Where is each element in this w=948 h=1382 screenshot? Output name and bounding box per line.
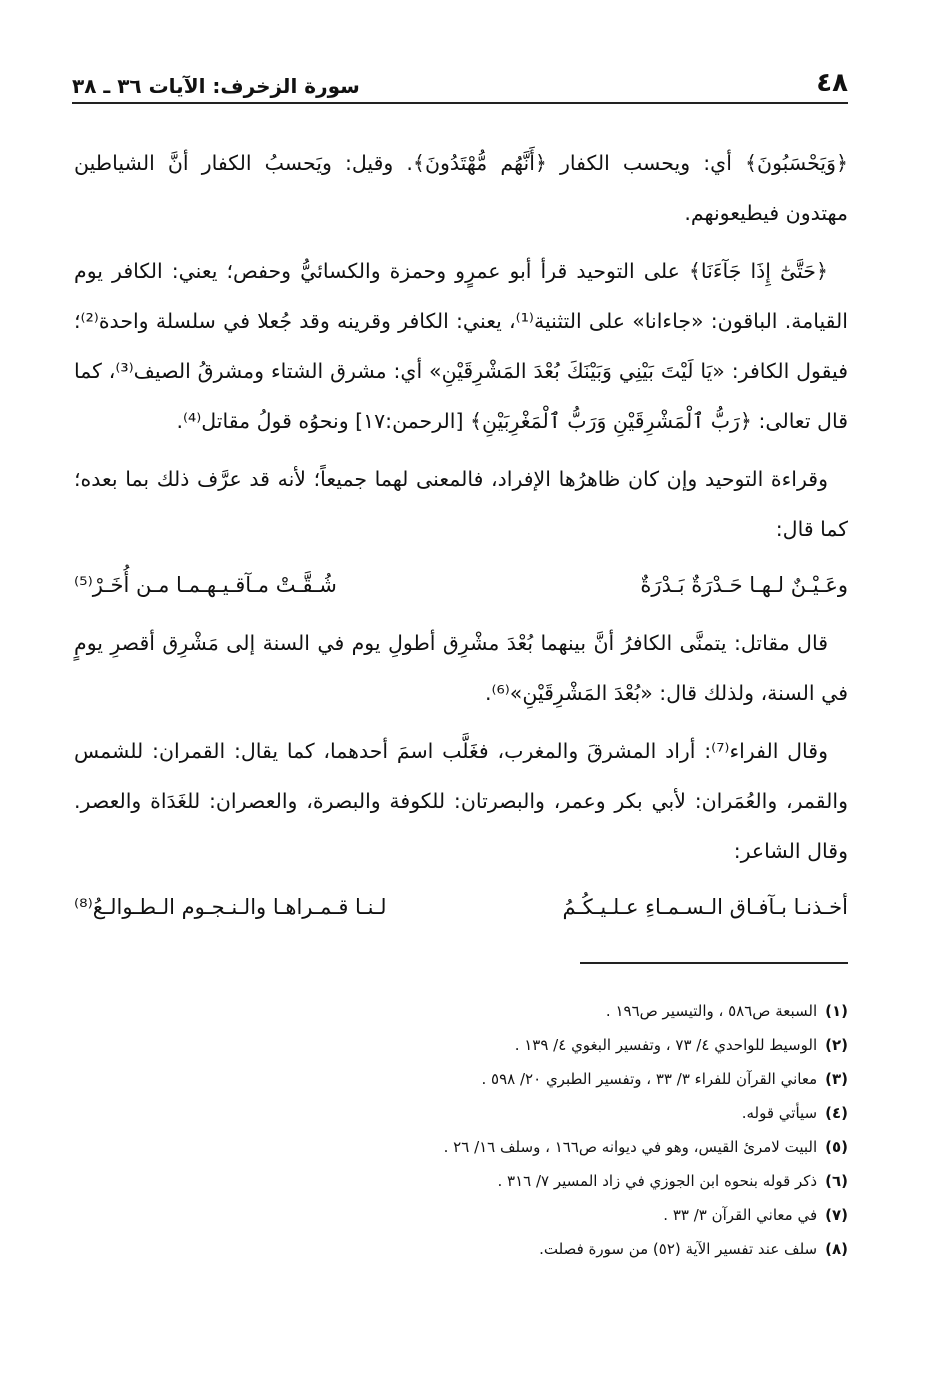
footnote-text: سيأتي قوله. bbox=[741, 1104, 818, 1122]
page-number: ٤٨ bbox=[816, 68, 848, 98]
footnote-text: سلف عند تفسير الآية (٥٢) من سورة فصلت. bbox=[539, 1240, 818, 1258]
verse-1-first-hemistich: وعَـيْـنٌ لـهـا حَـدْرَةٌ بَـدْرَةٌ bbox=[640, 573, 848, 597]
footnote-text: في معاني القرآن ٣/ ٣٣ . bbox=[663, 1206, 818, 1224]
footnote-number: (٤) bbox=[825, 1104, 848, 1122]
footnote-item bbox=[74, 1130, 848, 1164]
footnote-text: البيت لامرئ القيس، وهو في ديوانه ص١٦٦ ، وسلف ١٦/ ٢٦ . bbox=[443, 1138, 818, 1156]
surah-title: سورة الزخرف: الآيات ٣٦ ـ ٣٨ bbox=[72, 74, 360, 98]
footnote-item bbox=[74, 994, 848, 1028]
footnote-number: (٥) bbox=[825, 1138, 848, 1156]
running-header bbox=[72, 62, 848, 104]
paragraph-5: وقال الفراء⁽⁷⁾: أراد المشرقَ والمغرب، فغَلَّب اسمَ أحدهما، كما يقال: القمران: للشمس والقمر، والعُمَران: لأبي بكر وعمر، والبصرتان: للكوفة والبصرة، والعصران: للغَدَاة والعصر. وقال الشاعر: bbox=[74, 739, 848, 863]
footnote-text: السبعة ص٥٨٦ ، والتيسير ص١٩٦ . bbox=[605, 1002, 818, 1020]
footnote-number: (١) bbox=[825, 1002, 848, 1020]
footnote-number: (٦) bbox=[825, 1172, 848, 1190]
paragraph-3: وقراءة التوحيد وإن كان ظاهرُها الإفراد، فالمعنى لهما جميعاً؛ لأنه قد عرَّف ذلك بما بعده؛ كما قال: bbox=[74, 467, 848, 541]
footnote-text: معاني القرآن للفراء ٣/ ٣٣ ، وتفسير الطبري ٢٠/ ٥٩٨ . bbox=[481, 1070, 818, 1088]
footnote-number: (٧) bbox=[825, 1206, 848, 1224]
main-text bbox=[74, 138, 848, 940]
footnote-item bbox=[74, 1164, 848, 1198]
footnote-divider bbox=[580, 962, 848, 964]
verse-1-second-hemistich: شُـقَّـتْ مـآقـيـهـمـا مـن أُخَـرْ⁽⁵⁾ bbox=[74, 573, 337, 597]
footnote-item bbox=[74, 1028, 848, 1062]
footnote-text: الوسيط للواحدي ٤/ ٧٣ ، وتفسير البغوي ٤/ ١٣٩ . bbox=[514, 1036, 818, 1054]
footnote-number: (٨) bbox=[825, 1240, 848, 1258]
footnote-number: (٣) bbox=[825, 1070, 848, 1088]
footnotes bbox=[74, 994, 848, 1266]
footnote-item bbox=[74, 1096, 848, 1130]
paragraph-1: ﴿وَيَحْسَبُونَ﴾ أي: ويحسب الكفار ﴿أَنَّهُم مُّهْتَدُونَ﴾. وقيل: ويَحسبُ الكفار أنَّ الشياطين مهتدون فيطيعونهم. bbox=[74, 151, 848, 225]
paragraph-2: ﴿حَتَّىٰٓ إِذَا جَآءَنَا﴾ على التوحيد قرأ أبو عمرٍو وحمزة والكسائيُّ وحفص؛ يعني: الكافر يوم القيامة. الباقون: «جاءانا» على التثنية⁽¹⁾، يعني: الكافر وقرينه وقد جُعلا في سلسلة واحدة⁽²⁾؛ فيقول الكافر: «يَا لَيْتَ بَيْنِي وَبَيْنَكَ بُعْدَ المَشْرِقَيْنِ» أي: مشرق الشتاء ومشرقُ الصيف⁽³⁾، كما قال تعالى: ﴿رَبُّ ٱلْمَشْرِقَيْنِ وَرَبُّ ٱلْمَغْرِبَيْنِ﴾ [الرحمن:١٧] ونحوُه قولُ مقاتل⁽⁴⁾. bbox=[74, 259, 848, 433]
paragraph-4: قال مقاتل: يتمنَّى الكافرُ أنَّ بينهما بُعْدَ مشْرِق أطولِ يوم في السنة إلى مَشْرِق أقصرِ يومٍ في السنة، ولذلك قال: «بُعْدَ المَشْرِقَيْنِ»⁽⁶⁾. bbox=[74, 631, 848, 705]
poetry-verse-1 bbox=[74, 562, 848, 608]
footnote-item bbox=[74, 1232, 848, 1266]
footnote-item bbox=[74, 1198, 848, 1232]
footnote-text: ذكر قوله بنحوه ابن الجوزي في زاد المسير ٧/ ٣١٦ . bbox=[497, 1172, 818, 1190]
verse-2-first-hemistich: أخـذنـا بـآفـاق الـسـمـاءِ عـلـيـكُـمُ bbox=[562, 895, 848, 919]
footnote-number: (٢) bbox=[825, 1036, 848, 1054]
verse-2-second-hemistich: لـنـا قـمـراهـا والـنـجـوم الـطـوالـعُ⁽⁸⁾ bbox=[74, 895, 387, 919]
poetry-verse-2 bbox=[74, 884, 848, 930]
footnote-item bbox=[74, 1062, 848, 1096]
